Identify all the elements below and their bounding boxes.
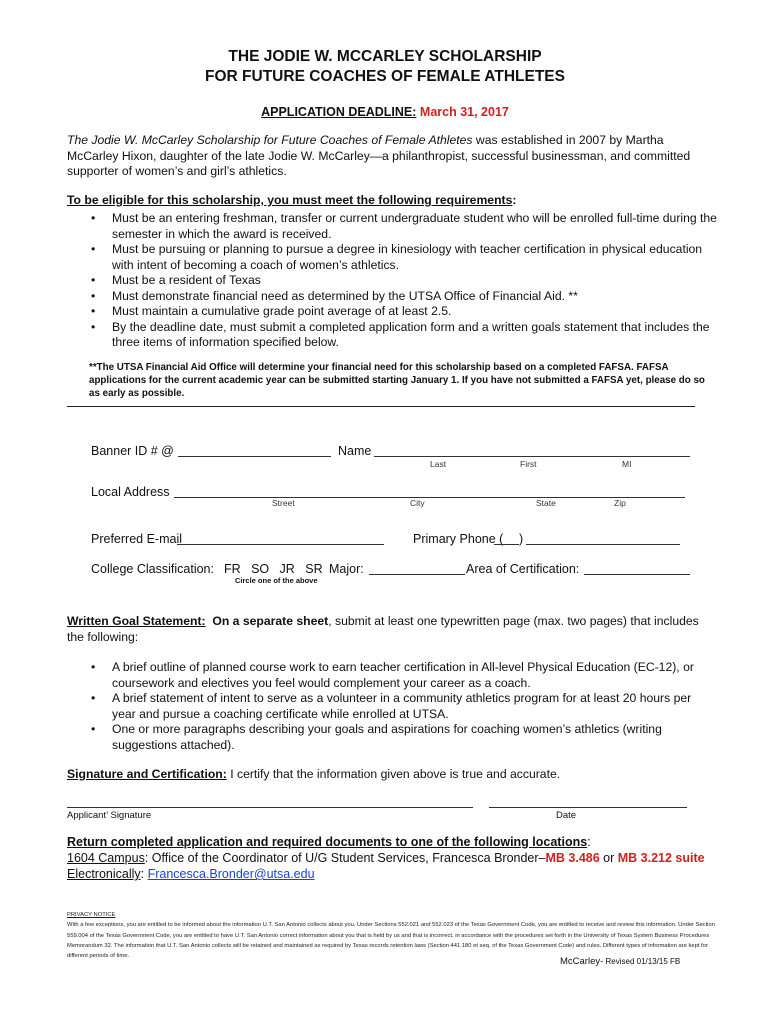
- classification-options[interactable]: FR SO JR SR: [224, 562, 323, 576]
- signature-heading: Signature and Certification:: [67, 767, 227, 781]
- return-locations: [67, 834, 717, 882]
- requirements-heading: To be eligible for this scholarship, you must meet the following requirements:: [67, 193, 517, 207]
- phone-paren: ): [519, 532, 524, 546]
- email-label: Preferred E-mail: [91, 532, 182, 546]
- goal-item: • One or more paragraphs describing your goals and aspirations for coaching women’s athletics (writing suggestions attached).: [67, 722, 717, 753]
- signature-paragraph: Signature and Certification: I certify that the information given above is true and accurate.: [67, 767, 561, 781]
- email-field[interactable]: [177, 544, 384, 545]
- requirement-item: • Must demonstrate financial need as determined by the UTSA Office of Financial Aid. **: [67, 289, 717, 305]
- scholarship-name: The Jodie W. McCarley Scholarship for Future Coaches of Female Athletes: [67, 133, 473, 147]
- goal-statement-paragraph: Written Goal Statement: On a separate sheet, submit at least one typewritten page (max. two pages) that includes the following:: [67, 614, 699, 644]
- address-street-label: Street: [272, 498, 295, 508]
- name-label: Name: [338, 444, 372, 458]
- requirement-item: • Must be pursuing or planning to pursue a degree in kinesiology with teacher certification in physical education with intent of becoming a coach of women’s athletics.: [67, 242, 717, 273]
- intro-paragraph: [67, 133, 717, 180]
- deadline-label: APPLICATION DEADLINE:: [261, 105, 417, 119]
- date-field[interactable]: [489, 807, 687, 808]
- goal-item: • A brief outline of planned course work to earn teacher certification in All-level Physical Education (EC-12), or coursework and electives you feel would complement your career as a coach.: [67, 660, 717, 691]
- application-deadline: [0, 105, 770, 119]
- fafsa-note: **The UTSA Financial Aid Office will determine your financial need for this scholarship based on a completed FAFSA. FAFSA applications for the current academic year can be submitted starting January 1. If you have not submitted a FAFSA yet, please do so as early as possible.: [89, 362, 705, 399]
- divider: [67, 406, 695, 407]
- local-address-label: Local Address: [91, 485, 170, 499]
- requirement-item: • Must be an entering freshman, transfer or current undergraduate student who will be enrolled full-time during the semester in which the award is received.: [67, 211, 717, 242]
- address-city-label: City: [410, 498, 425, 508]
- email-link[interactable]: Francesca.Bronder@utsa.edu: [147, 867, 315, 881]
- banner-id-field[interactable]: [178, 456, 331, 457]
- privacy-text: With a few exceptions, you are entitled to be informed about the information U.T. San Antonio collects about you. Under Sections 552.021 and 552.023 of the Texas Government Code, you are entitled to receive and review this information. Under Section 559.004 of the Texas Government Code, you are entitled to have U.T. San Antonio correct information about you that is held by us and that is incorrect, in accordance with the procedures set forth in the University of Texas System Business Procedures Memorandum 32. The information that U.T. San Antonio collects will be retained and maintained as required by Texas records retention laws (Section 441.180 et seq. of the Texas Government Code) and rules. Different types of information are kept for different periods of time.: [67, 922, 715, 960]
- privacy-heading: PRIVACY NOTICE: [67, 912, 116, 918]
- goal-item: • A brief statement of intent to serve as a volunteer in a community athletics program for at least 20 hours per year and pursue a coaching certificate while enrolled at UTSA.: [67, 691, 717, 722]
- name-first-label: First: [520, 459, 537, 469]
- requirements-list: [67, 211, 717, 351]
- requirement-item: • Must be a resident of Texas: [67, 273, 717, 289]
- major-field[interactable]: [369, 574, 465, 575]
- requirement-item: • Must maintain a cumulative grade point average of at least 2.5.: [67, 304, 717, 320]
- address-zip-label: Zip: [614, 498, 626, 508]
- circle-note: Circle one of the above: [235, 576, 318, 585]
- privacy-notice: [67, 910, 722, 961]
- classification-label: College Classification:: [91, 562, 214, 576]
- goal-items-list: [67, 660, 717, 753]
- date-label: Date: [556, 810, 577, 821]
- phone-label: Primary Phone (: [413, 532, 504, 546]
- campus-line: 1604 Campus: Office of the Coordinator of U/G Student Services, Francesca Bronder–MB 3.486 or MB 3.212 suite: [67, 851, 705, 865]
- electronic-line: Electronically: Francesca.Bronder@utsa.edu: [67, 867, 315, 881]
- return-heading: Return completed application and required documents to one of the following locations:: [67, 835, 591, 849]
- local-address-field[interactable]: [174, 497, 685, 498]
- banner-id-label: Banner ID # @: [91, 444, 174, 458]
- phone-field[interactable]: [526, 544, 680, 545]
- mb-3212-suite: MB 3.212 suite: [617, 851, 705, 865]
- goal-heading: Written Goal Statement:: [67, 614, 206, 628]
- area-of-certification-label: Area of Certification:: [466, 562, 580, 576]
- title-line-2: FOR FUTURE COACHES OF FEMALE ATHLETES: [205, 68, 565, 85]
- name-field[interactable]: [374, 456, 690, 457]
- revision-footer: McCarley- Revised 01/13/15 FB: [560, 956, 681, 967]
- area-of-certification-field[interactable]: [584, 574, 690, 575]
- deadline-date: March 31, 2017: [419, 105, 509, 119]
- mb-3486: MB 3.486: [545, 851, 600, 865]
- page-title: [0, 47, 770, 87]
- phone-area-code-field[interactable]: [494, 544, 519, 545]
- intro-text: was established in 2007 by Martha McCarley Hixon, daughter of the late Jodie W. McCarley—a philanthropist, successful businessman, and committed supporter of women’s and girl’s athletics.: [67, 133, 691, 178]
- requirement-item: • By the deadline date, must submit a completed application form and a written goals statement that includes the three items of information specified below.: [67, 320, 717, 351]
- applicant-signature-field[interactable]: [67, 807, 473, 808]
- address-state-label: State: [536, 498, 556, 508]
- name-mi-label: MI: [622, 459, 632, 469]
- title-line-1: THE JODIE W. MCCARLEY SCHOLARSHIP: [228, 48, 542, 65]
- name-last-label: Last: [430, 459, 447, 469]
- major-label: Major:: [329, 562, 364, 576]
- applicant-signature-label: Applicant’ Signature: [67, 810, 152, 821]
